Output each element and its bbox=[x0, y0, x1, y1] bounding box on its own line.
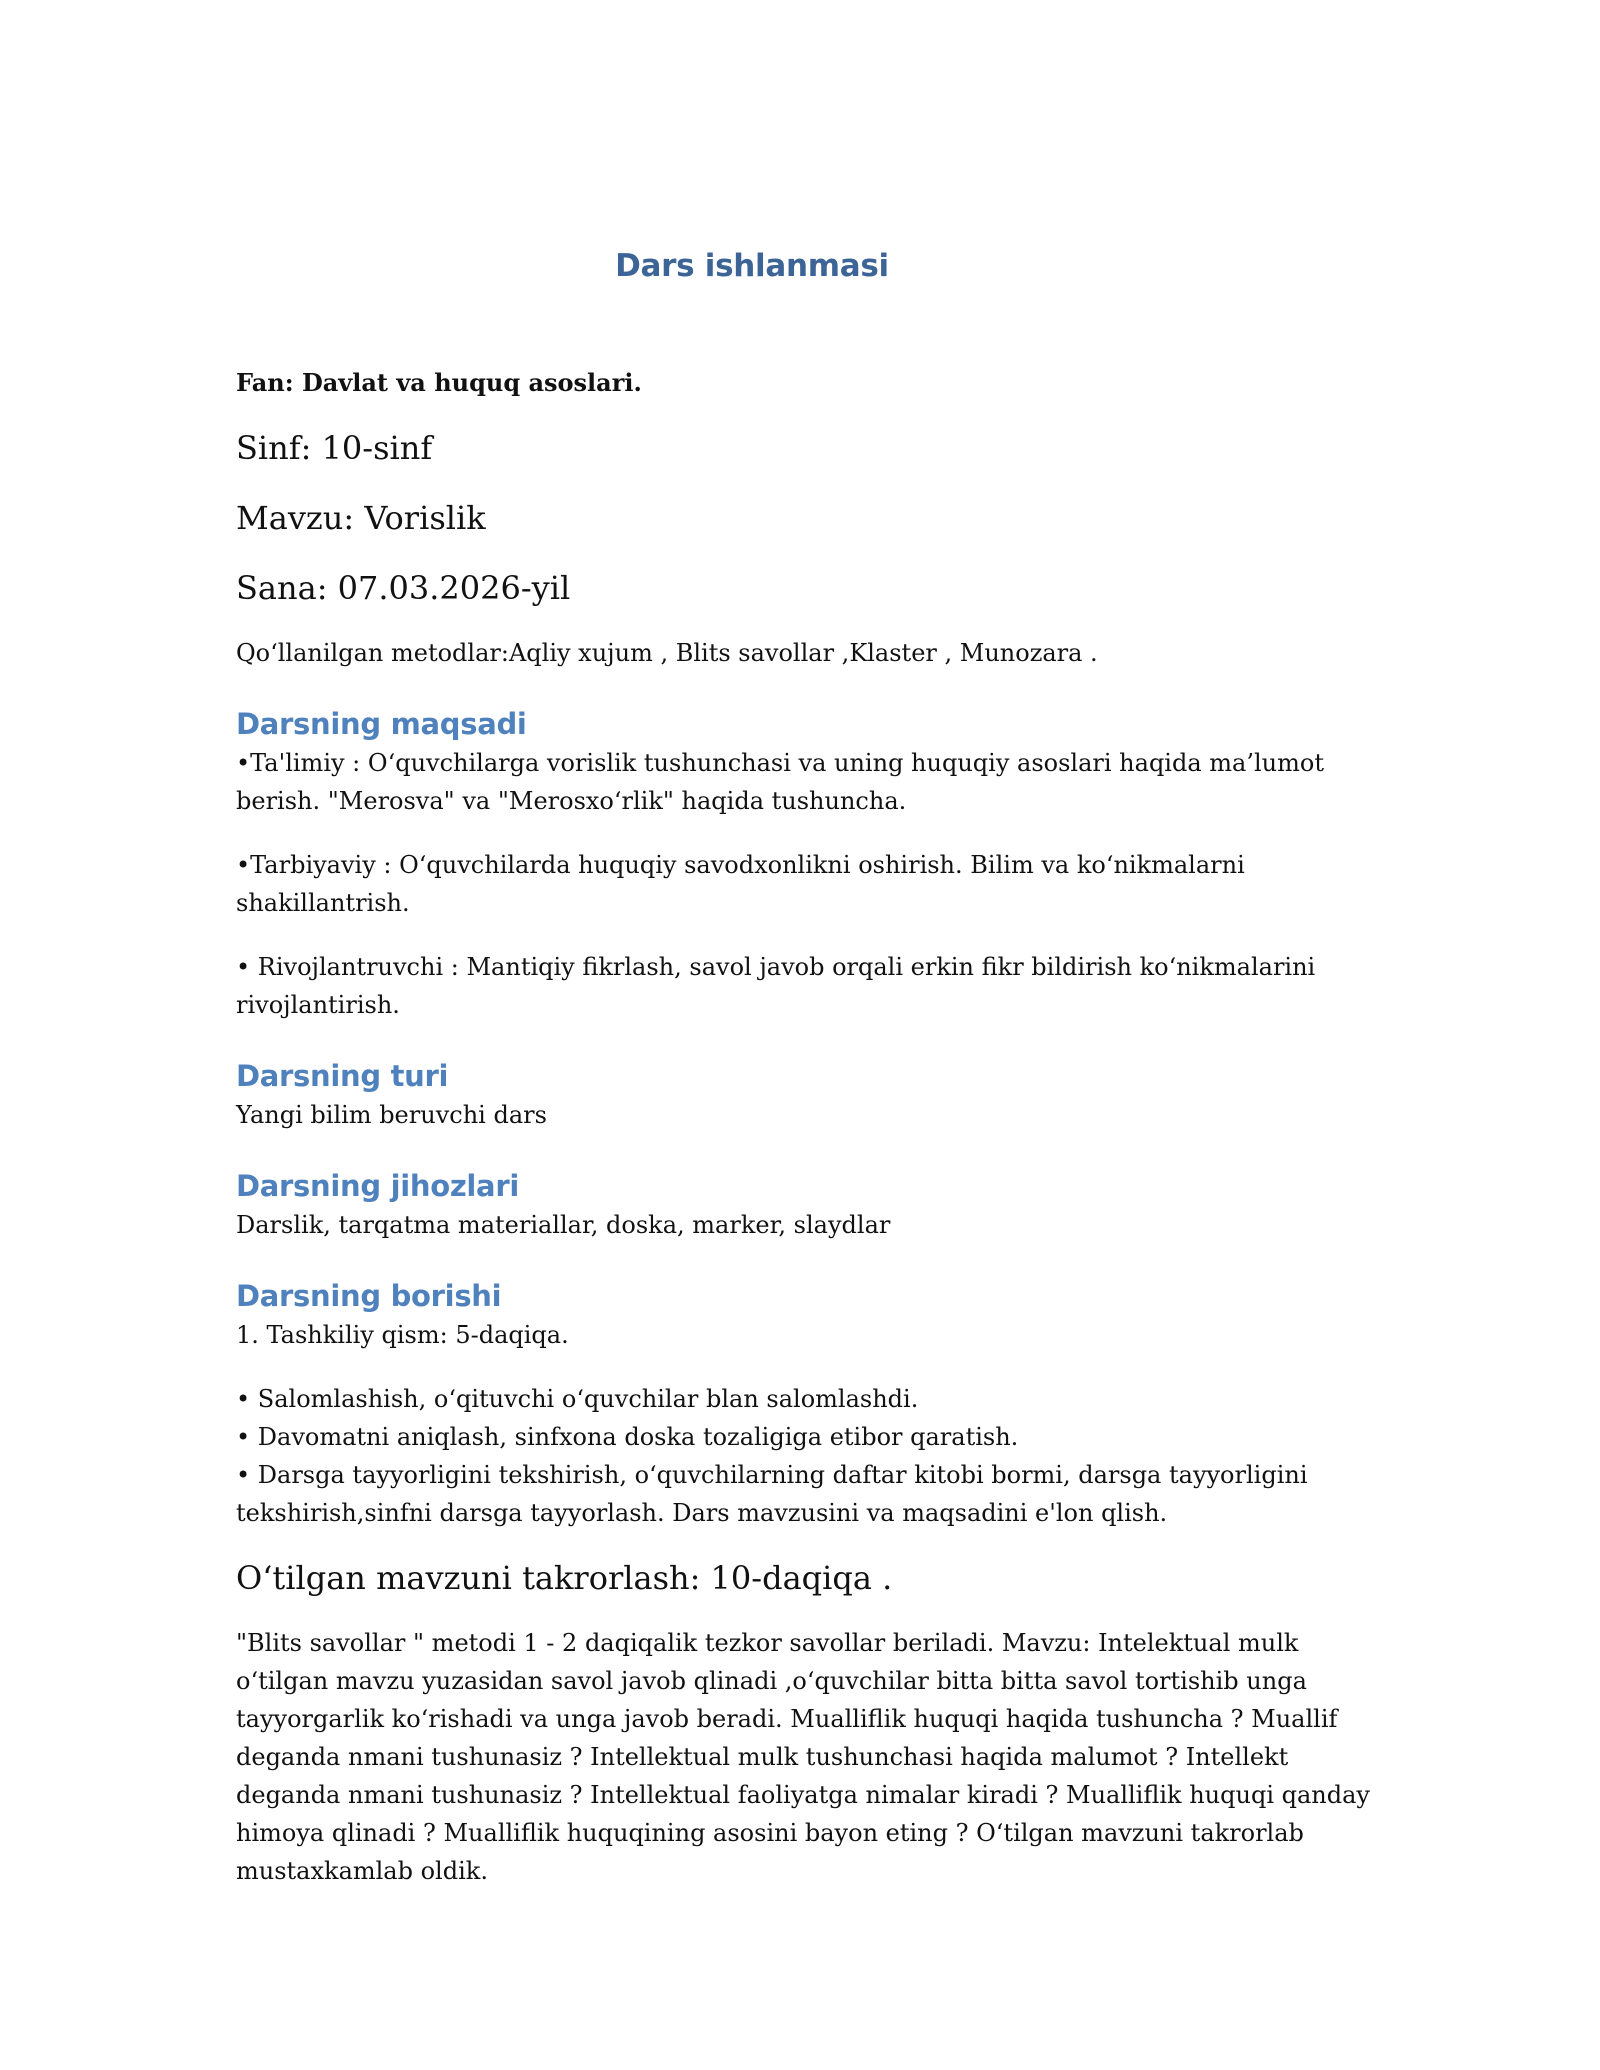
document-body bbox=[236, 364, 1376, 1890]
section-heading-procedure: Darsning borishi bbox=[236, 1279, 502, 1313]
procedure-bullet: • Davomatni aniqlash, sinfxona doska tozaligiga etibor qaratish. bbox=[236, 1423, 1019, 1451]
subject-line: Fan: Davlat va huquq asoslari. bbox=[236, 368, 642, 397]
section-heading-equipment: Darsning jihozlari bbox=[236, 1169, 519, 1203]
document-title: Dars ishlanmasi bbox=[615, 248, 889, 284]
procedure-bullet: • Darsga tayyorligini tekshirish, o‘quvchilarning daftar kitobi bormi, darsga tayyorligini tekshirish,sinfni darsga tayyorlash. Dars mavzusini va maqsadini e'lon qlish. bbox=[236, 1461, 1308, 1527]
section-heading-goal: Darsning maqsadi bbox=[236, 707, 527, 741]
date-line: Sana: 07.03.2026-yil bbox=[236, 569, 571, 607]
procedure-bullet: • Salomlashish, o‘qituvchi o‘quvchilar blan salomlashdi. bbox=[236, 1385, 919, 1413]
goal-developmental: • Rivojlantruvchi : Mantiqiy fikrlash, savol javob orqali erkin fikr bildirish ko‘nikmalarini rivojlantirish. bbox=[236, 953, 1316, 1019]
section-heading-type: Darsning turi bbox=[236, 1059, 449, 1093]
lesson-type-text: Yangi bilim beruvchi dars bbox=[236, 1101, 547, 1129]
review-heading: O‘tilgan mavzuni takrorlash: 10-daqiqa . bbox=[236, 1559, 893, 1597]
class-line: Sinf: 10-sinf bbox=[236, 429, 433, 467]
equipment-text: Darslik, tarqatma materiallar, doska, marker, slaydlar bbox=[236, 1211, 891, 1239]
methods-line: Qo‘llanilgan metodlar:Aqliy xujum , Blits savollar ,Klaster , Munozara . bbox=[236, 639, 1098, 667]
procedure-step-1: 1. Tashkiliy qism: 5-daqiqa. bbox=[236, 1321, 569, 1349]
review-text: "Blits savollar " metodi 1 - 2 daqiqalik tezkor savollar beriladi. Mavzu: Intelektual mulk o‘tilgan mavzu yuzasidan savol javob qlinadi ,o‘quvchilar bitta bitta savol tortishib unga tayyorgarlik ko‘rishadi va unga javob beradi. Mualliflik huquqi haqida tushuncha ? Muallif deganda nmani tushunasiz ? Intellektual mulk tushunchasi haqida malumot ? Intellekt deganda nmani tushunasiz ? Intellektual faoliyatga nimalar kiradi ? Mualliflik huquqi qanday himoya qlinadi ? Mualliflik huquqining asosini bayon eting ? O‘tilgan mavzuni takrorlab mustaxkamlab oldik. bbox=[236, 1629, 1370, 1885]
goal-upbringing: •Tarbiyaviy : O‘quvchilarda huquqiy savodxonlikni oshirish. Bilim va ko‘nikmalarni shakillantrish. bbox=[236, 851, 1245, 917]
goal-educational: •Ta'limiy : O‘quvchilarga vorislik tushunchasi va uning huquqiy asoslari haqida ma’lumot berish. "Merosva" va "Merosxo‘rlik" haqida tushuncha. bbox=[236, 749, 1324, 815]
topic-line: Mavzu: Vorislik bbox=[236, 499, 486, 537]
